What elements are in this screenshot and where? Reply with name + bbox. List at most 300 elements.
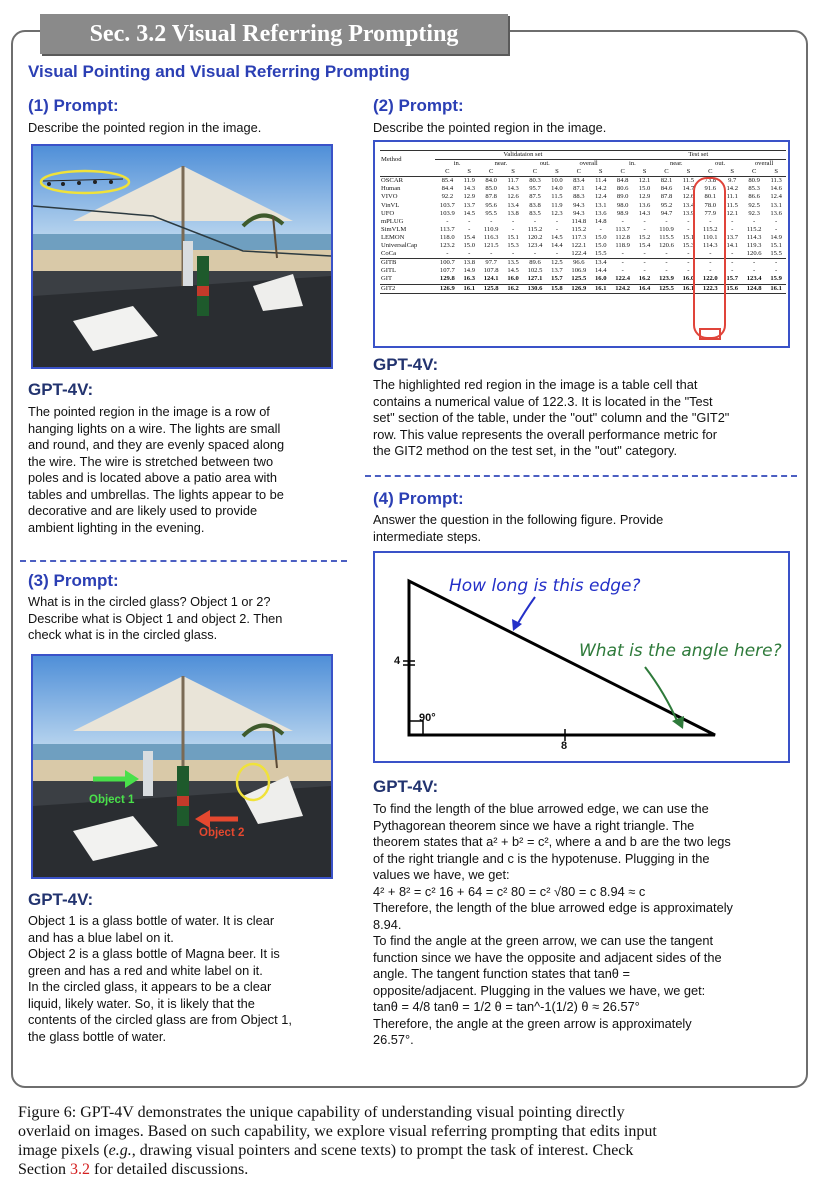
answer-line: theorem states that a² + b² = c², where a and b are the two legs bbox=[373, 834, 731, 849]
value-cell: 73.8 bbox=[704, 177, 717, 185]
section-link[interactable]: 3.2 bbox=[70, 1161, 90, 1178]
gpt-answer-2-title: GPT-4V: bbox=[373, 355, 439, 374]
value-cell: - bbox=[698, 259, 722, 268]
value-cell: 110.1 bbox=[703, 233, 718, 241]
method-cell: LEMON bbox=[381, 233, 405, 241]
value-cell: 91.6 bbox=[704, 185, 717, 193]
gpt-answer-4-title: GPT-4V: bbox=[373, 777, 439, 796]
value-cell: 85.3 bbox=[748, 185, 760, 193]
value-cell: 122.1 bbox=[571, 242, 587, 250]
answer-line: Object 2 is a glass bottle of Magna beer. It is bbox=[28, 946, 280, 961]
value-cell: - bbox=[468, 217, 471, 225]
group-header: in. bbox=[453, 160, 461, 168]
value-cell: - bbox=[555, 225, 559, 233]
value-cell: 11.5 bbox=[551, 193, 563, 201]
answer-line: row. This value represents the overall performance metric for bbox=[373, 426, 718, 442]
divider-right bbox=[365, 475, 797, 477]
value-cell: 103.7 bbox=[439, 201, 455, 209]
value-cell: 95.2 bbox=[660, 201, 673, 209]
value-cell: 11.4 bbox=[595, 177, 607, 185]
value-cell: - bbox=[753, 267, 756, 275]
value-cell: 89.6 bbox=[523, 259, 547, 268]
value-cell: - bbox=[731, 267, 734, 275]
value-cell: - bbox=[753, 217, 756, 225]
right-angle-label: 90° bbox=[419, 712, 436, 724]
value-cell: 15.0 bbox=[594, 242, 607, 250]
value-cell: 95.6 bbox=[485, 201, 497, 209]
gpt-answer-4 bbox=[373, 801, 733, 1049]
value-cell: 15.2 bbox=[638, 233, 651, 241]
value-cell: 13.7 bbox=[726, 233, 738, 241]
answer-line: the wire. The wire is stretched between two bbox=[28, 453, 274, 469]
value-cell: 116.3 bbox=[483, 233, 499, 241]
value-cell: 11.5 bbox=[682, 177, 695, 185]
group-header: out. bbox=[715, 160, 726, 168]
value-cell: 10.0 bbox=[551, 177, 563, 185]
value-cell: - bbox=[731, 217, 734, 225]
metric-header: S bbox=[547, 168, 567, 177]
answer-line: the glass bottle of water. bbox=[28, 1028, 167, 1044]
value-cell: - bbox=[446, 217, 449, 225]
value-cell: - bbox=[490, 250, 493, 258]
value-cell: 96.6 bbox=[567, 259, 591, 268]
value-cell: - bbox=[665, 217, 668, 225]
value-cell: - bbox=[687, 250, 690, 258]
value-cell: 121.5 bbox=[483, 242, 499, 250]
value-cell: - bbox=[709, 267, 712, 275]
answer-line: tables and umbrellas. The lights appear to be bbox=[28, 486, 284, 502]
value-cell: - bbox=[709, 217, 712, 225]
value-cell: 124.2 bbox=[611, 284, 635, 293]
value-cell: 11.3 bbox=[770, 177, 782, 185]
method-cell: GIT2 bbox=[380, 284, 435, 293]
blank-cell bbox=[380, 168, 435, 177]
value-cell: 14.5 bbox=[463, 209, 476, 217]
value-cell: 94.7 bbox=[660, 209, 673, 217]
value-cell: 123.9 bbox=[659, 275, 674, 283]
prompt-line: intermediate steps. bbox=[373, 528, 482, 544]
value-cell: 15.7 bbox=[551, 275, 563, 283]
value-cell: 13.6 bbox=[594, 209, 607, 217]
value-cell: 12.6 bbox=[507, 193, 519, 201]
answer-line: green and has a red and white label on it. bbox=[28, 962, 263, 978]
value-cell: 124.8 bbox=[742, 284, 766, 293]
value-cell: 12.1 bbox=[638, 177, 651, 185]
patio-photo-2 bbox=[31, 654, 333, 879]
value-cell: 12.3 bbox=[551, 209, 563, 217]
value-cell: 15.4 bbox=[463, 233, 476, 241]
method-cell: GIT bbox=[381, 275, 392, 283]
value-cell: - bbox=[635, 259, 655, 268]
value-cell: 114.3 bbox=[703, 242, 718, 250]
value-cell: 16.2 bbox=[638, 275, 651, 283]
answer-line: To find the angle at the green arrow, we can use the tangent bbox=[373, 933, 714, 948]
value-cell: 14.3 bbox=[463, 185, 476, 193]
value-cell: 80.3 bbox=[529, 177, 541, 185]
value-cell: 14.5 bbox=[551, 233, 563, 241]
value-cell: 92.2 bbox=[441, 193, 454, 201]
value-cell: 15.0 bbox=[638, 185, 651, 193]
value-cell: 13.7 bbox=[551, 267, 563, 275]
metric-header: S bbox=[679, 168, 699, 177]
side-8-label: 8 bbox=[561, 740, 568, 752]
answer-line: decorative and are likely used to provide bbox=[28, 503, 258, 518]
method-cell: CoCa bbox=[381, 250, 397, 258]
value-cell: 78.0 bbox=[704, 201, 717, 209]
answer-line: angle. The tangent function states that tanθ = bbox=[373, 966, 630, 981]
value-cell: 80.6 bbox=[616, 185, 629, 193]
value-cell: 14.8 bbox=[594, 217, 607, 225]
answer-line: function since we have the opposite and adjacent sides of the bbox=[373, 949, 722, 965]
metric-header: C bbox=[611, 168, 635, 177]
caption-line: Figure 6: GPT-4V demonstrates the unique capability of understanding visual pointing directly bbox=[18, 1104, 625, 1121]
value-cell: - bbox=[468, 250, 471, 258]
answer-line: The pointed region in the image is a row of bbox=[28, 404, 270, 419]
value-cell: 82.1 bbox=[660, 177, 673, 185]
value-cell: 15.7 bbox=[726, 275, 738, 283]
caption-text: for detailed discussions. bbox=[90, 1161, 249, 1178]
metric-header: C bbox=[479, 168, 503, 177]
value-cell: 87.5 bbox=[529, 193, 541, 201]
prompt-line: What is in the circled glass? Object 1 or 2? bbox=[28, 594, 271, 609]
value-cell: 83.8 bbox=[529, 201, 541, 209]
value-cell: 13.5 bbox=[503, 259, 523, 268]
value-cell: 12.4 bbox=[594, 193, 607, 201]
method-cell: mPLUG bbox=[381, 217, 404, 225]
gpt-answer-1-title: GPT-4V: bbox=[28, 380, 94, 399]
method-cell: UniversalCap bbox=[381, 242, 418, 250]
prompt-4-text bbox=[373, 512, 663, 545]
value-cell: 119.3 bbox=[746, 242, 762, 250]
value-cell: 126.9 bbox=[567, 284, 591, 293]
answer-line: liquid, likely water. So, it is likely that the bbox=[28, 995, 255, 1011]
value-cell: - bbox=[687, 225, 690, 233]
value-cell: - bbox=[654, 259, 678, 268]
prompt-3-text bbox=[28, 594, 282, 644]
value-cell: 15.5 bbox=[594, 250, 607, 258]
value-cell: 97.7 bbox=[479, 259, 503, 268]
answer-line: ambient lighting in the evening. bbox=[28, 519, 205, 535]
answer-line: Therefore, the length of the blue arrowed edge is approximately bbox=[373, 900, 733, 915]
answer-line: values we have, we get: bbox=[373, 867, 510, 882]
value-cell: - bbox=[446, 250, 449, 258]
value-cell: 15.5 bbox=[770, 250, 782, 258]
value-cell: 14.2 bbox=[594, 185, 607, 193]
value-cell: 115.2 bbox=[703, 225, 718, 233]
metric-header: S bbox=[722, 168, 742, 177]
value-cell: 12.9 bbox=[638, 193, 651, 201]
value-cell: 103.9 bbox=[439, 209, 455, 217]
value-cell: - bbox=[687, 267, 690, 275]
method-cell: SimVLM bbox=[381, 225, 407, 233]
value-cell: 15.3 bbox=[682, 242, 695, 250]
value-cell: 15.8 bbox=[547, 284, 567, 293]
value-cell: 110.9 bbox=[659, 225, 674, 233]
answer-line: poles and is located above a patio area with bbox=[28, 470, 277, 485]
caption-eg: e.g. bbox=[108, 1142, 132, 1159]
value-cell: - bbox=[679, 259, 699, 268]
value-cell: 14.3 bbox=[507, 185, 519, 193]
value-cell: 123.4 bbox=[746, 275, 762, 283]
group-header: out. bbox=[539, 160, 550, 168]
patio-photo-1 bbox=[31, 144, 333, 369]
results-table-image bbox=[373, 140, 790, 348]
value-cell: 12.6 bbox=[682, 193, 695, 201]
value-cell: 120.6 bbox=[746, 250, 762, 258]
value-cell: 14.5 bbox=[507, 267, 519, 275]
value-cell: - bbox=[621, 217, 624, 225]
caption-line bbox=[18, 1160, 818, 1179]
metric-header: C bbox=[435, 168, 459, 177]
caption-text: image pixels ( bbox=[18, 1142, 109, 1159]
value-cell: 14.4 bbox=[551, 242, 563, 250]
value-cell: 16.1 bbox=[591, 284, 611, 293]
value-cell: 84.8 bbox=[616, 177, 629, 185]
method-cell: OSCAR bbox=[381, 177, 403, 185]
metric-header: C bbox=[523, 168, 547, 177]
group-header: near. bbox=[669, 160, 683, 168]
value-cell: 120.2 bbox=[527, 233, 543, 241]
value-cell: - bbox=[775, 217, 778, 225]
caption-text: Section bbox=[18, 1161, 70, 1178]
group-header: overall bbox=[754, 160, 774, 168]
value-cell: - bbox=[511, 225, 515, 233]
answer-line: Object 1 is a glass bottle of water. It is clear bbox=[28, 913, 275, 928]
value-cell: - bbox=[643, 267, 646, 275]
answer-line: and has a blue label on it. bbox=[28, 929, 174, 945]
method-cell: GITL bbox=[381, 267, 397, 275]
prompt-line: Answer the question in the following figure. Provide bbox=[373, 512, 664, 527]
value-cell: 16.4 bbox=[635, 284, 655, 293]
value-cell: - bbox=[511, 217, 515, 225]
value-cell: 98.9 bbox=[616, 209, 629, 217]
value-cell: - bbox=[731, 225, 734, 233]
value-cell: 13.8 bbox=[507, 209, 519, 217]
value-cell: 127.1 bbox=[527, 275, 543, 283]
value-cell: 14.9 bbox=[463, 267, 476, 275]
value-cell: 88.3 bbox=[573, 193, 585, 201]
value-cell: 115.2 bbox=[746, 225, 762, 233]
value-cell: 94.3 bbox=[573, 201, 585, 209]
value-cell: - bbox=[643, 217, 646, 225]
value-cell: 85.0 bbox=[485, 185, 497, 193]
value-cell: 118.0 bbox=[440, 233, 455, 241]
test-set-header: Test set bbox=[611, 151, 786, 160]
value-cell: 114.3 bbox=[746, 233, 762, 241]
method-cell: GITB bbox=[380, 259, 435, 268]
value-cell: 120.6 bbox=[659, 242, 674, 250]
value-cell: 15.0 bbox=[463, 242, 476, 250]
method-cell: UFO bbox=[381, 209, 395, 217]
value-cell: 113.7 bbox=[615, 225, 630, 233]
metric-header: S bbox=[503, 168, 523, 177]
value-cell: 14.6 bbox=[770, 185, 782, 193]
value-cell: 12.1 bbox=[726, 209, 738, 217]
value-cell: 100.7 bbox=[435, 259, 459, 268]
answer-line: opposite/adjacent. Plugging in the values we have, we get: bbox=[373, 982, 706, 998]
value-cell: 106.9 bbox=[571, 267, 587, 275]
value-cell: 16.0 bbox=[682, 275, 695, 283]
metric-header: S bbox=[591, 168, 611, 177]
answer-line: and round, and they are evenly spaced along bbox=[28, 437, 285, 452]
group-header: overall bbox=[579, 160, 598, 168]
value-cell: 13.7 bbox=[463, 201, 476, 209]
method-header: Method bbox=[380, 151, 435, 169]
value-cell: - bbox=[490, 217, 493, 225]
value-cell: 14.2 bbox=[726, 185, 738, 193]
prompt-1-text: Describe the pointed region in the image. bbox=[28, 120, 262, 135]
value-cell: 123.2 bbox=[439, 242, 455, 250]
value-cell: 122.4 bbox=[615, 275, 631, 283]
value-cell: 14.0 bbox=[551, 185, 563, 193]
value-cell: 122.3 bbox=[698, 284, 722, 293]
value-cell: 92.5 bbox=[748, 201, 760, 209]
value-cell: 13.4 bbox=[507, 201, 519, 209]
value-cell: - bbox=[722, 259, 742, 268]
answer-line: Pythagorean theorem since we have a right triangle. The bbox=[373, 817, 695, 833]
gpt-answer-2 bbox=[373, 377, 729, 460]
value-cell: 112.8 bbox=[615, 233, 630, 241]
value-cell: 16.1 bbox=[460, 284, 480, 293]
answer-line: the GIT2 method on the test set, in the "out" category. bbox=[373, 443, 678, 458]
method-cell: Human bbox=[381, 185, 401, 193]
validation-set-header: Validataion set bbox=[435, 151, 610, 160]
value-cell: - bbox=[599, 225, 602, 233]
value-cell: 80.9 bbox=[748, 177, 760, 185]
value-cell: - bbox=[775, 267, 778, 275]
group-header: in. bbox=[629, 160, 636, 168]
value-cell: 12.5 bbox=[547, 259, 567, 268]
object-1-label: Object 1 bbox=[89, 794, 135, 806]
gpt-answer-3 bbox=[28, 913, 292, 1045]
value-cell: 89.0 bbox=[616, 193, 629, 201]
angle-question-label: What is the angle here? bbox=[579, 641, 782, 661]
value-cell: - bbox=[468, 225, 471, 233]
value-cell: 130.6 bbox=[523, 284, 547, 293]
answer-line: Therefore, the angle at the green arrow is approximately bbox=[373, 1015, 692, 1031]
value-cell: 87.1 bbox=[573, 185, 585, 193]
value-cell: 107.7 bbox=[439, 267, 455, 275]
object-2-label: Object 2 bbox=[199, 827, 245, 839]
value-cell: 11.5 bbox=[726, 201, 738, 209]
value-cell: 87.8 bbox=[660, 193, 673, 201]
value-cell: 77.9 bbox=[704, 209, 717, 217]
group-header: near. bbox=[494, 160, 508, 168]
value-cell: - bbox=[731, 250, 734, 258]
value-cell: 84.4 bbox=[441, 185, 454, 193]
red-circle-annotation bbox=[693, 177, 726, 339]
prompt-2-text: Describe the pointed region in the image. bbox=[373, 120, 607, 135]
value-cell: 117.3 bbox=[571, 233, 587, 241]
prompt-3-title: (3) Prompt: bbox=[28, 571, 119, 590]
value-cell: 11.1 bbox=[726, 193, 738, 201]
value-cell: 14.9 bbox=[770, 233, 782, 241]
gpt-answer-1 bbox=[28, 404, 284, 536]
prompt-1-title: (1) Prompt: bbox=[28, 96, 119, 115]
edge-question-label: How long is this edge? bbox=[449, 576, 641, 596]
value-cell: - bbox=[665, 250, 668, 258]
answer-line: of the right triangle and c is the hypotenuse. Plugging in the bbox=[373, 850, 710, 866]
value-cell: 85.4 bbox=[441, 177, 454, 185]
table-row bbox=[380, 177, 786, 186]
caption-line: overlaid on images. Based on such capability, we explore visual referring prompting that edits input bbox=[18, 1123, 657, 1140]
page-subtitle: Visual Pointing and Visual Referring Prompting bbox=[28, 62, 410, 81]
value-cell: 80.1 bbox=[704, 193, 717, 201]
answer-line: tanθ = 4/8 tanθ = 1/2 θ = tan^-1(1/2) θ ≈ 26.57° bbox=[373, 999, 640, 1014]
value-cell: 9.7 bbox=[728, 177, 737, 185]
value-cell: 13.4 bbox=[682, 201, 695, 209]
value-cell: 122.0 bbox=[702, 275, 718, 283]
value-cell: 118.9 bbox=[615, 242, 630, 250]
value-cell: 13.6 bbox=[638, 201, 651, 209]
value-cell: 123.4 bbox=[527, 242, 543, 250]
value-cell: 107.8 bbox=[483, 267, 499, 275]
value-cell: 14.4 bbox=[594, 267, 607, 275]
metric-header: C bbox=[698, 168, 722, 177]
value-cell: 102.5 bbox=[527, 267, 543, 275]
value-cell: - bbox=[621, 267, 624, 275]
value-cell: 13.1 bbox=[770, 201, 782, 209]
value-cell: 15.1 bbox=[682, 233, 695, 241]
value-cell: 14.7 bbox=[682, 185, 695, 193]
value-cell: 16.0 bbox=[507, 275, 519, 283]
caption-line bbox=[18, 1141, 818, 1160]
value-cell: - bbox=[665, 267, 668, 275]
value-cell: 83.5 bbox=[529, 209, 541, 217]
value-cell: 15.1 bbox=[770, 242, 782, 250]
metric-header: S bbox=[460, 168, 480, 177]
value-cell: 113.7 bbox=[440, 225, 455, 233]
value-cell: 115.2 bbox=[527, 225, 543, 233]
caption-text: , drawing visual pointers and scene texts) to prompt the task of interest. Check bbox=[131, 1142, 634, 1159]
answer-line: 4² + 8² = c² 16 + 64 = c² 80 = c² √80 = c 8.94 ≈ c bbox=[373, 883, 646, 899]
value-cell: 92.3 bbox=[748, 209, 760, 217]
value-cell: 15.3 bbox=[507, 242, 519, 250]
prompt-line: check what is in the circled glass. bbox=[28, 627, 218, 642]
value-cell: 15.4 bbox=[638, 242, 651, 250]
value-cell: 13.8 bbox=[460, 259, 480, 268]
value-cell: 126.9 bbox=[435, 284, 459, 293]
value-cell: 13.4 bbox=[591, 259, 611, 268]
metric-header: S bbox=[635, 168, 655, 177]
value-cell: 16.0 bbox=[594, 275, 607, 283]
value-cell: 13.9 bbox=[682, 209, 695, 217]
value-cell: 16.1 bbox=[679, 284, 699, 293]
value-cell: 11.7 bbox=[507, 177, 519, 185]
value-cell: - bbox=[709, 250, 712, 258]
metric-header: C bbox=[742, 168, 766, 177]
value-cell: 15.9 bbox=[770, 275, 782, 283]
value-cell: 16.2 bbox=[503, 284, 523, 293]
value-cell: 110.9 bbox=[483, 225, 499, 233]
value-cell: 83.4 bbox=[573, 177, 585, 185]
metric-header: S bbox=[766, 168, 786, 177]
answer-line: 8.94. bbox=[373, 916, 402, 932]
prompt-2-title: (2) Prompt: bbox=[373, 96, 464, 115]
value-cell: 122.4 bbox=[571, 250, 587, 258]
value-cell: 87.8 bbox=[485, 193, 497, 201]
answer-line: To find the length of the blue arrowed edge, we can use the bbox=[373, 801, 709, 816]
red-box-annotation bbox=[699, 328, 721, 340]
method-cell: VIVO bbox=[381, 193, 398, 201]
answer-line: set" section of the table, under the "out" column and the "GIT2" bbox=[373, 410, 730, 425]
value-cell: 11.9 bbox=[463, 177, 475, 185]
figure-caption bbox=[18, 1103, 818, 1179]
value-cell: - bbox=[687, 217, 690, 225]
value-cell: 115.5 bbox=[659, 233, 674, 241]
prompt-line: Describe what is Object 1 and object 2. Then bbox=[28, 610, 283, 626]
value-cell: 16.3 bbox=[463, 275, 476, 283]
